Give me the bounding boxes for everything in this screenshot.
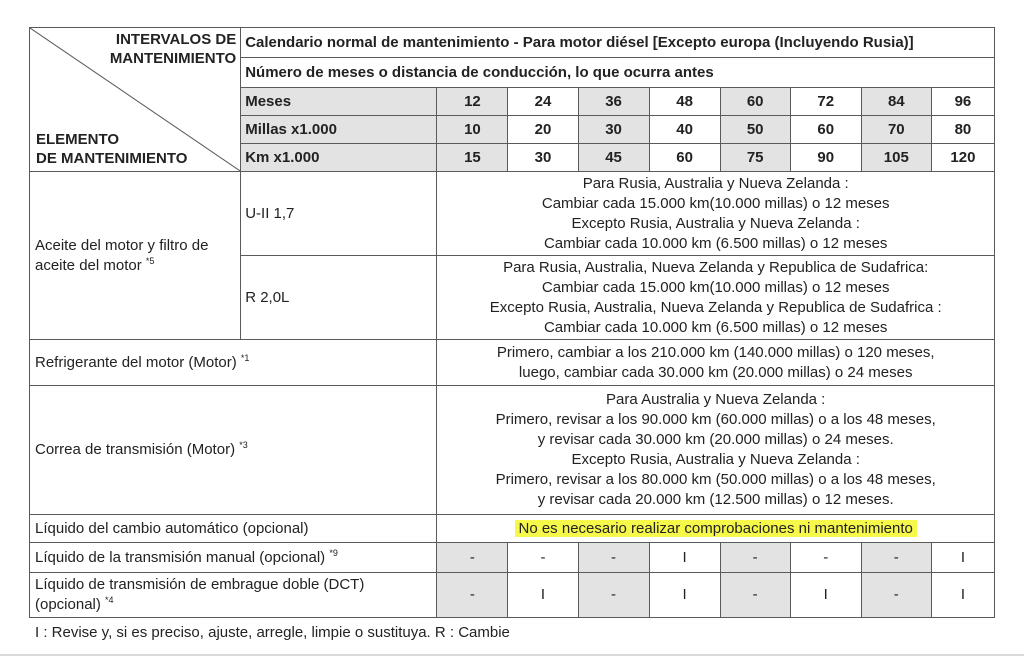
- divider: [0, 654, 1024, 656]
- row-label: Millas x1.000: [241, 116, 437, 144]
- engine-code: U-II 1,7: [241, 172, 437, 256]
- schedule-cell: I: [931, 573, 994, 618]
- interval-value: 120: [931, 144, 994, 172]
- intervals-heading: INTERVALOS DE MANTENIMIENTO: [109, 31, 237, 67]
- schedule-cell: -: [508, 543, 578, 573]
- interval-value: 72: [790, 88, 861, 116]
- interval-value: 12: [437, 88, 508, 116]
- interval-value: 40: [649, 116, 720, 144]
- belt-item: Correa de transmisión (Motor) $^{*3}$: [30, 386, 437, 515]
- auto-trans-row: [30, 515, 995, 543]
- schedule-cell: -: [578, 543, 649, 573]
- schedule-cell: -: [790, 543, 861, 573]
- belt-row: [30, 386, 995, 515]
- interval-value: 70: [861, 116, 931, 144]
- interval-value: 20: [508, 116, 578, 144]
- row-label: Km x1.000: [241, 144, 437, 172]
- belt-instructions: Para Australia y Nueva Zelanda : Primero, revisar a los 90.000 km (60.000 millas) o a los 48 meses, y revisar cada 30.000 km (20.000 millas) o 24 meses. Excepto Rusia, Australia y Nueva Zelanda : Primero, revisar a los 80.000 km (50.000 millas) o a los 48 meses, y revisar cada 20.000 km (12.500 millas) o 12 meses.: [437, 386, 995, 515]
- interval-value: 60: [649, 144, 720, 172]
- manual-trans-row: [30, 543, 995, 573]
- schedule-cell: -: [437, 573, 508, 618]
- schedule-cell: I: [649, 573, 720, 618]
- manual-trans-item: Líquido de la transmisión manual (opcional) $^{*9}$: [30, 543, 437, 573]
- dct-item: Líquido de transmisión de embrague doble (DCT) (opcional) $^{*4}$: [30, 573, 437, 618]
- interval-value: 36: [578, 88, 649, 116]
- schedule-cell: -: [720, 573, 790, 618]
- schedule-cell: I: [508, 573, 578, 618]
- schedule-cell: -: [578, 573, 649, 618]
- interval-value: 60: [720, 88, 790, 116]
- schedule-cell: -: [437, 543, 508, 573]
- schedule-cell: -: [720, 543, 790, 573]
- schedule-cell: I: [649, 543, 720, 573]
- coolant-item: Refrigerante del motor (Motor) $^{*1}$: [30, 340, 437, 386]
- oil-row-1: [30, 172, 995, 256]
- schedule-cell: I: [790, 573, 861, 618]
- interval-value: 45: [578, 144, 649, 172]
- interval-value: 75: [720, 144, 790, 172]
- interval-value: 50: [720, 116, 790, 144]
- interval-value: 84: [861, 88, 931, 116]
- interval-value: 10: [437, 116, 508, 144]
- schedule-cell: -: [861, 543, 931, 573]
- interval-value: 30: [508, 144, 578, 172]
- schedule-cell: I: [931, 543, 994, 573]
- row-label: Meses: [241, 88, 437, 116]
- legend: I : Revise y, si es preciso, ajuste, arregle, limpie o sustituya. R : Cambie: [35, 624, 510, 641]
- schedule-cell: -: [861, 573, 931, 618]
- interval-value: 105: [861, 144, 931, 172]
- schedule-subtitle: Número de meses o distancia de conducción, lo que ocurra antes: [241, 58, 995, 88]
- maintenance-table: [29, 27, 995, 618]
- coolant-instructions: Primero, cambiar a los 210.000 km (140.000 millas) o 120 meses, luego, cambiar cada 30.000 km (20.000 millas) o 24 meses: [437, 340, 995, 386]
- interval-value: 24: [508, 88, 578, 116]
- oil-instructions: Para Rusia, Australia y Nueva Zelanda : Cambiar cada 15.000 km(10.000 millas) o 12 meses Excepto Rusia, Australia y Nueva Zelanda : Cambiar cada 10.000 km (6.500 millas) o 12 meses: [437, 172, 995, 256]
- auto-trans-note: No es necesario realizar comprobaciones ni mantenimiento: [437, 515, 995, 543]
- element-heading: ELEMENTO DE MANTENIMIENTO: [36, 131, 188, 167]
- interval-value: 96: [931, 88, 994, 116]
- engine-code: R 2,0L: [241, 256, 437, 340]
- schedule-title: Calendario normal de mantenimiento - Para motor diésel [Excepto europa (Incluyendo Rusia)]: [241, 28, 995, 58]
- oil-item: Aceite del motor y filtro de aceite del motor $^{*5}$: [30, 172, 241, 340]
- oil-instructions: Para Rusia, Australia, Nueva Zelanda y Republica de Sudafrica: Cambiar cada 15.000 km(10.000 millas) o 12 meses Excepto Rusia, Australia, Nueva Zelanda y Republica de Sudafrica : Cambiar cada 10.000 km (6.500 millas) o 12 meses: [437, 256, 995, 340]
- interval-value: 30: [578, 116, 649, 144]
- interval-value: 90: [790, 144, 861, 172]
- interval-value: 80: [931, 116, 994, 144]
- dct-row: [30, 573, 995, 618]
- interval-value: 60: [790, 116, 861, 144]
- interval-value: 15: [437, 144, 508, 172]
- corner-header: [30, 28, 241, 172]
- auto-trans-item: Líquido del cambio automático (opcional): [30, 515, 437, 543]
- coolant-row: [30, 340, 995, 386]
- interval-value: 48: [649, 88, 720, 116]
